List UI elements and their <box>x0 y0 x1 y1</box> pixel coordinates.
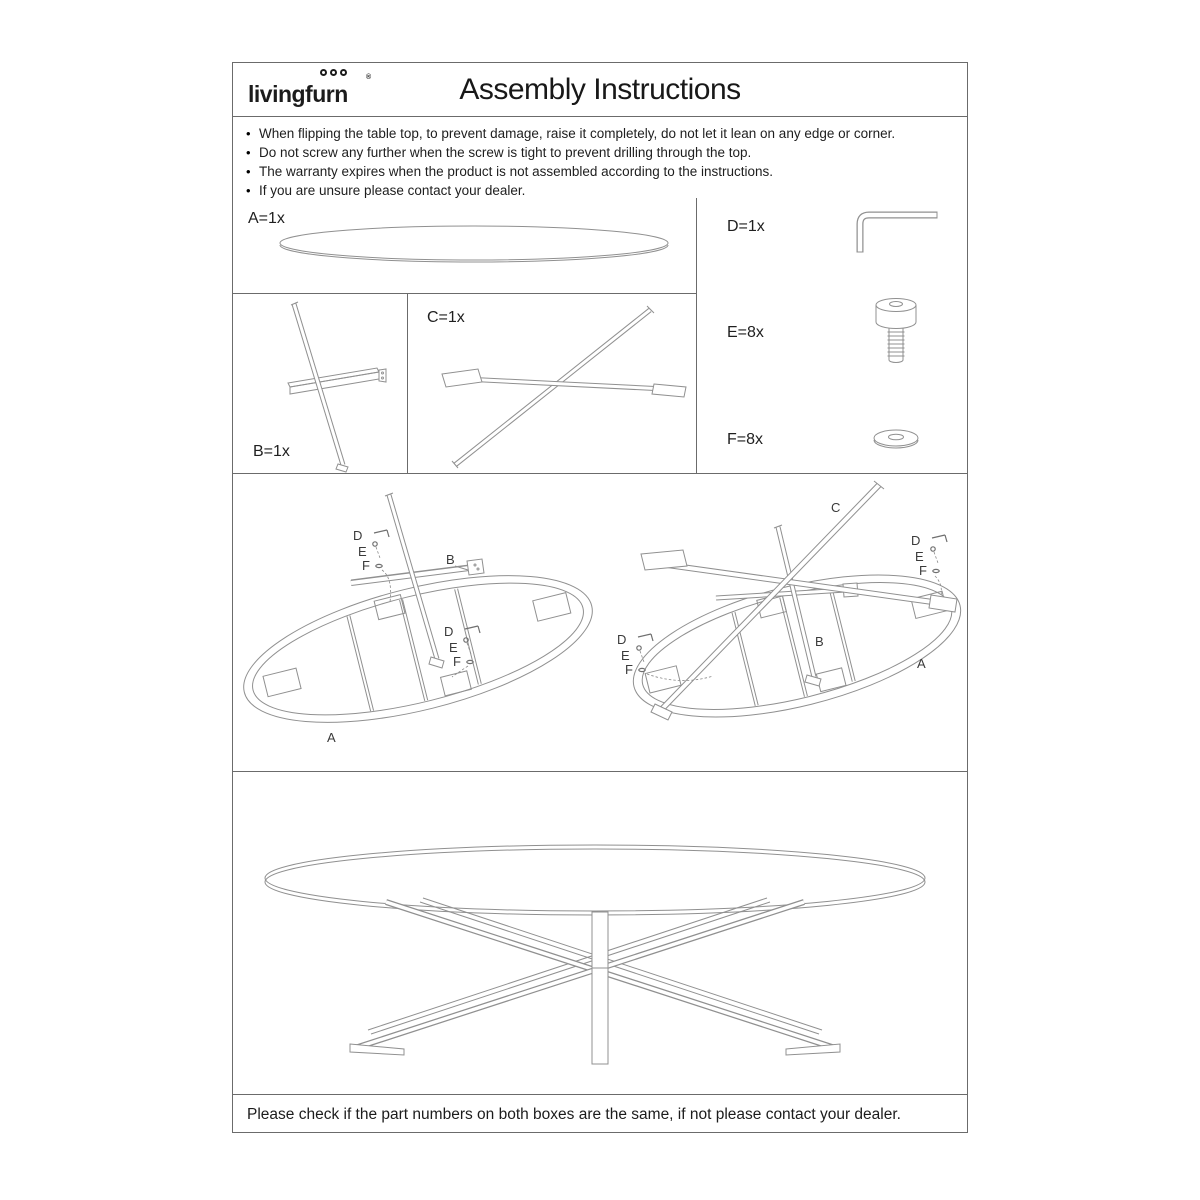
oval-table-top-outline <box>280 226 668 262</box>
part-label-e: E=8x <box>727 324 764 341</box>
mini-bolt-icon <box>373 542 380 558</box>
document-header <box>233 63 967 116</box>
page-title: Assembly Instructions <box>459 73 741 106</box>
ref-label-e: E <box>621 648 630 663</box>
leg-c-being-mounted <box>641 481 957 720</box>
ref-label-a: A <box>917 656 926 671</box>
assembled-table-drawing <box>234 772 968 1095</box>
ref-label-c: C <box>831 500 841 515</box>
table-top-drawing <box>233 198 696 293</box>
ref-label-b: B <box>815 634 824 649</box>
warnings-list <box>246 124 967 200</box>
allen-key-drawing <box>857 212 938 253</box>
center-post <box>592 912 608 1064</box>
ref-label-f: F <box>625 662 633 677</box>
hardware-drawings <box>697 198 969 473</box>
ref-label-d: D <box>617 632 627 647</box>
assembly-step-1-diagram <box>237 474 601 772</box>
ref-label-f: F <box>919 563 927 578</box>
assembly-steps-section <box>233 473 967 771</box>
part-label-d: D=1x <box>727 218 765 235</box>
part-label-a: A=1x <box>248 210 285 227</box>
hardware-callout-1 <box>353 528 391 602</box>
mini-bolt-icon <box>931 547 938 563</box>
mini-washer-icon <box>933 569 939 572</box>
table-top <box>265 845 925 915</box>
warning-item <box>246 162 967 181</box>
footer-note: Please check if the part numbers on both boxes are the same, if not please contact your dealer. <box>247 1105 901 1123</box>
warning-text: The warranty expires when the product is not assembled according to the instructions. <box>259 164 774 179</box>
warning-text: When flipping the table top, to prevent damage, raise it completely, do not let it lean on any edge or corner. <box>259 126 896 141</box>
bullet-icon: • <box>246 145 251 160</box>
parts-section <box>233 198 967 473</box>
ref-label-d: D <box>353 528 363 543</box>
ref-label-f: F <box>362 558 370 573</box>
mini-washer-icon <box>467 660 473 663</box>
part-cell-c <box>407 293 696 473</box>
warning-text: Do not screw any further when the screw is tight to prevent drilling through the top. <box>259 145 752 160</box>
assembly-step-2-diagram <box>601 474 965 772</box>
part-label-f: F=8x <box>727 431 764 448</box>
ref-label-e: E <box>358 544 367 559</box>
bolt-drawing <box>876 299 916 363</box>
warnings-section <box>233 116 967 198</box>
bullet-icon: • <box>246 126 251 141</box>
ref-label-a: A <box>327 730 336 745</box>
leg-b-crossbar <box>288 368 386 394</box>
leg-part-c-drawing <box>408 294 696 473</box>
warning-text: If you are unsure please contact your dealer. <box>259 183 526 198</box>
part-cell-b <box>233 293 407 473</box>
ref-label-b: B <box>446 552 455 567</box>
ref-label-d: D <box>911 533 921 548</box>
part-cell-a <box>233 198 696 293</box>
footer-note-bar <box>233 1094 967 1134</box>
leg-part-b-drawing <box>233 294 407 473</box>
warning-item <box>246 143 967 162</box>
part-label-c: C=1x <box>427 309 465 326</box>
ref-label-d: D <box>444 624 454 639</box>
ref-label-f: F <box>453 654 461 669</box>
warning-item <box>246 124 967 143</box>
mini-allen-key-icon <box>638 634 653 641</box>
mini-allen-key-icon <box>374 530 389 537</box>
bullet-icon: • <box>246 183 251 198</box>
ref-label-e: E <box>449 640 458 655</box>
mini-bolt-icon <box>637 646 644 662</box>
ref-label-e: E <box>915 549 924 564</box>
hardware-cell <box>696 198 969 473</box>
brand-logo-text: livingfurn <box>248 81 348 107</box>
washer-drawing <box>874 430 918 448</box>
leg-c-shallow-bar <box>442 369 686 397</box>
bullet-icon: • <box>246 164 251 179</box>
mini-washer-icon <box>376 564 382 567</box>
mini-allen-key-icon <box>932 535 947 542</box>
hardware-callout-right <box>911 533 947 596</box>
assembled-table-section <box>233 771 967 1094</box>
part-label-b: B=1x <box>253 443 290 460</box>
assembly-instructions-document <box>232 62 968 1133</box>
registered-trademark: ® <box>366 74 372 81</box>
